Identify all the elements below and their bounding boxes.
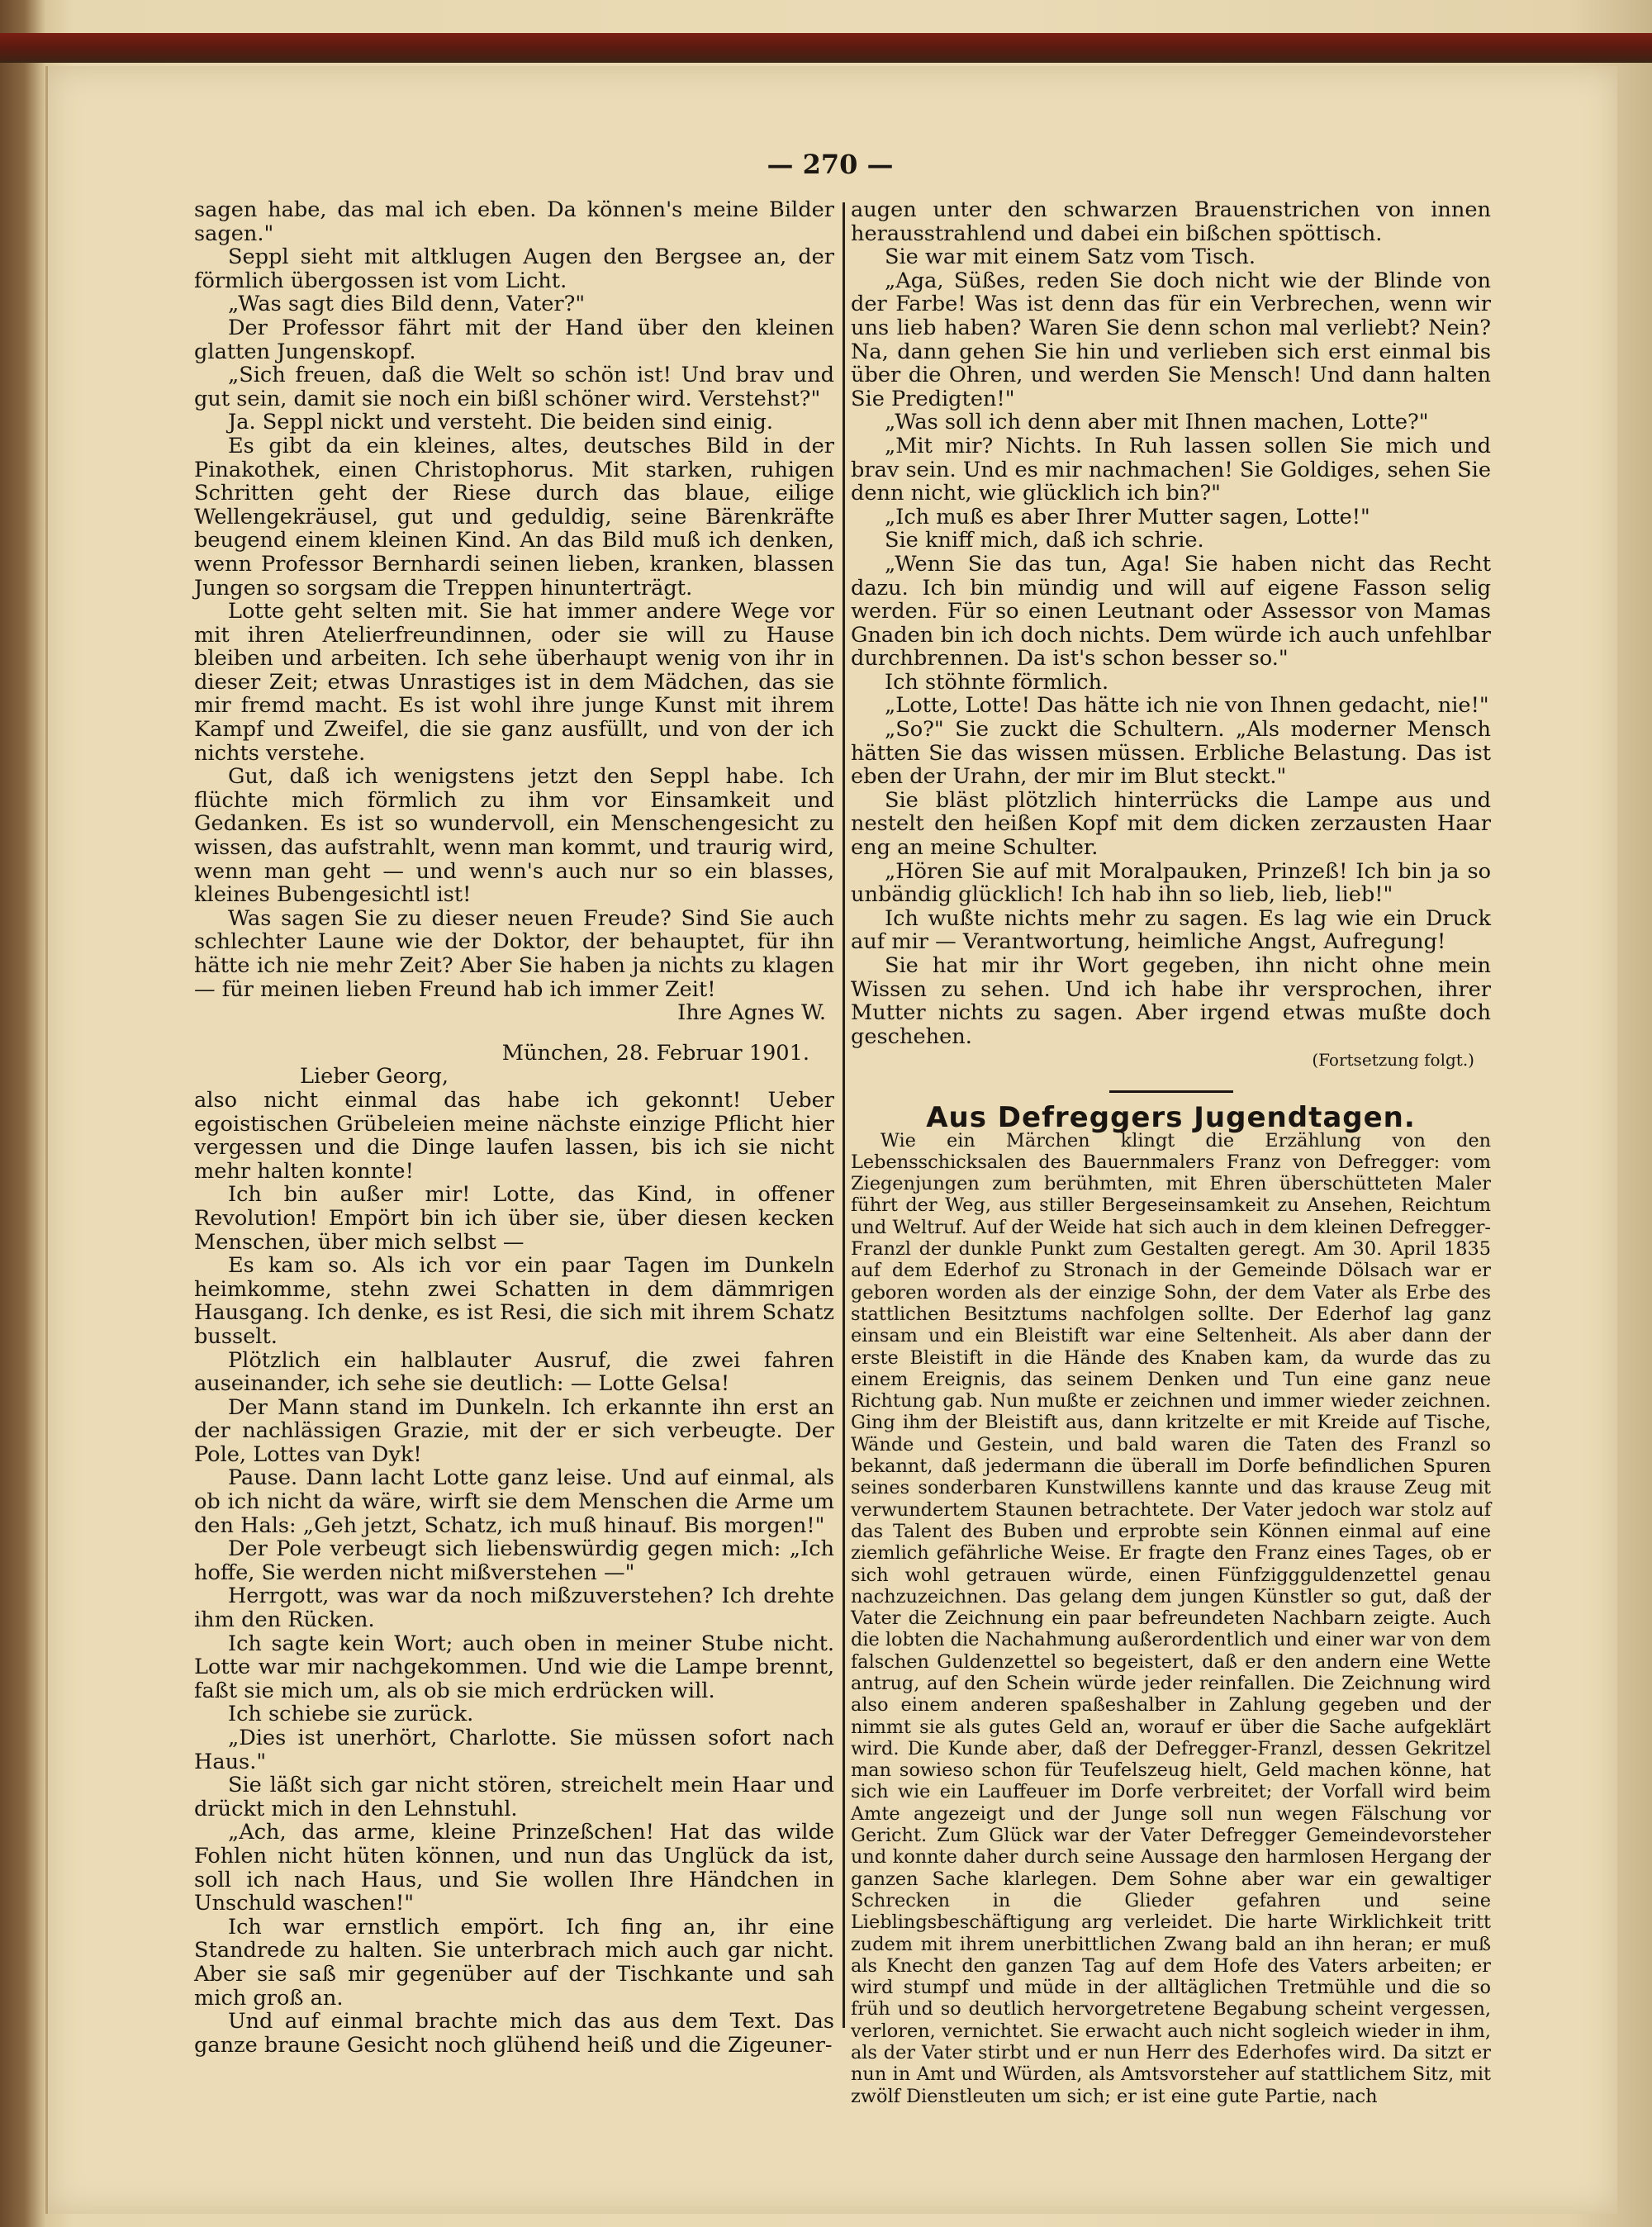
page-number: — 270 —	[767, 149, 894, 180]
paragraph: „Was sagt dies Bild denn, Vater?"	[227, 292, 586, 317]
paragraph: „Was soll ich denn aber mit Ihnen machen, Lotte?"	[884, 410, 1429, 435]
paragraph: Ich schiebe sie zurück.	[227, 1702, 474, 1727]
paragraph: Ja. Seppl nickt und versteht. Die beiden sind einig.	[227, 410, 774, 435]
section-rule	[1109, 1090, 1233, 1093]
paragraph: Der Professor fährt mit der Hand über den kleinen glatten Jungenskopf.	[194, 315, 834, 364]
paragraph: Sie bläst plötzlich hinterrücks die Lampe aus und nestelt den heißen Kopf mit dem dicken zerzausten Haar eng an meine Schulter.	[851, 787, 1491, 861]
paragraph: augen unter den schwarzen Brauenstrichen von innen herausstrahlend und dabei ein bißchen spöttisch.	[851, 197, 1491, 246]
paragraph: Pause. Dann lacht Lotte ganz leise. Und auf einmal, als ob ich nicht da wäre, wirft sie dem Menschen die Arme um den Hals: „Geh jetzt, Schatz, ich muß hinauf. Bis morgen!"	[194, 1465, 834, 1538]
paragraph: Herrgott, was war da noch mißzuverstehen? Ich drehte ihm den Rücken.	[194, 1584, 834, 1633]
paragraph: sagen habe, das mal ich eben. Da können's meine Bilder sagen."	[194, 197, 834, 246]
paragraph: Der Pole verbeugt sich liebenswürdig gegen mich: „Ich hoffe, Sie werden nicht mißverstehen —"	[194, 1536, 834, 1585]
paragraph: „Ich muß es aber Ihrer Mutter sagen, Lotte!"	[884, 504, 1370, 529]
paragraph: Ich war ernstlich empört. Ich fing an, ihr eine Standrede zu halten. Sie unterbrach mich auch gar nicht. Aber sie saß mir gegenüber auf der Tischkante und sah mich groß an.	[194, 1914, 834, 2011]
paragraph: Seppl sieht mit altklugen Augen den Bergsee an, der förmlich übergossen ist vom Licht.	[194, 245, 834, 293]
paragraph: Sie läßt sich gar nicht stören, streichelt mein Haar und drückt mich in den Lehnstuhl.	[194, 1773, 834, 1821]
paragraph: Ich sagte kein Wort; auch oben in meiner Stube nicht. Lotte war mir nachgekommen. Und wie die Lampe brennt, faßt sie mich um, als ob sie mich erdrücken will.	[194, 1631, 834, 1703]
paragraph: „Sich freuen, daß die Welt so schön ist! Und brav und gut sein, damit sie noch ein bißl schöner wird. Verstehst?"	[194, 363, 834, 411]
paragraph: „Aga, Süßes, reden Sie doch nicht wie der Blinde von der Farbe! Was ist denn das für ein Verbrechen, wenn wir uns lieb haben? Waren Sie denn schon mal verliebt? Nein? Na, dann gehen Sie hin und verlieben sich erst einmal bis über die Ohren, und werden Sie Mensch! Und dann halten Sie Predigten!"	[851, 268, 1491, 411]
paragraph: Gut, daß ich wenigstens jetzt den Seppl habe. Ich flüchte mich förmlich zu ihm vor Einsamkeit und Gedanken. Es ist so wundervoll, ein Menschengesicht zu wissen, das aufstrahlt, wenn man kommt, und traurig wird, wenn man geht — und wenn's auch nur so ein blasses, kleines Bubengesichtl ist!	[194, 764, 834, 908]
paragraph: „Mit mir? Nichts. In Ruh lassen sollen Sie mich und brav sein. Und es mir nachmachen! Sie Goldiges, sehen Sie denn nicht, wie glücklich ich bin?"	[851, 433, 1491, 506]
right-column	[851, 197, 1491, 2107]
paragraph: „So?" Sie zuckt die Schultern. „Als moderner Mensch hätten Sie das wissen müssen. Erbliche Belastung. Das ist eben der Urahn, der mir im Blut steckt."	[851, 717, 1491, 790]
paragraph: Ich wußte nichts mehr zu sagen. Es lag wie ein Druck auf mir — Verantwortung, heimliche Angst, Aufregung!	[851, 905, 1491, 955]
paragraph: „Lotte, Lotte! Das hätte ich nie von Ihnen gedacht, nie!"	[884, 693, 1489, 719]
paragraph: Lotte geht selten mit. Sie hat immer andere Wege vor mit ihren Atelierfreundinnen, oder sie will zu Hause bleiben und arbeiten. Ich sehe überhaupt wenig von ihr in dieser Zeit; etwas Unrastiges ist in dem Mädchen, das sie mir fremd macht. Es ist wohl ihre junge Kunst mit ihrem Kampf und Zweifel, die sie ganz ausfüllt, und von der ich nichts verstehe.	[194, 599, 834, 766]
paragraph: also nicht einmal das habe ich gekonnt! Ueber egoistischen Grübeleien meine nächste einzige Pflicht hier vergessen und die Dinge laufen lassen, bis ich sie nicht mehr halten konnte!	[194, 1087, 834, 1184]
column-divider	[843, 202, 845, 2028]
letter-dateline: München, 28. Februar 1901.	[501, 1040, 809, 1066]
paragraph: Es gibt da ein kleines, altes, deutsches Bild in der Pinakothek, einen Christophorus. Mit starken, ruhigen Schritten geht der Riese durch das blaue, eilige Wellengekräusel, gut und geduldig, seine Bärenkräfte beugend einem kleinen Kind. An das Bild muß ich denken, wenn Professor Bernhardi seinen lieben, kranken, blassen Jungen so sorgsam die Treppen hinunterträgt.	[194, 433, 834, 601]
paragraph: Und auf einmal brachte mich das aus dem Text. Das ganze braune Gesicht noch glühend heiß und die Zigeuner-	[194, 2009, 834, 2058]
left-column	[194, 197, 834, 2058]
letter-signature: Ihre Agnes W.	[677, 1000, 826, 1026]
book-binding-edge	[0, 33, 1652, 63]
paragraph: „Dies ist unerhört, Charlotte. Sie müssen sofort nach Haus."	[194, 1726, 834, 1774]
paragraph: Ich bin außer mir! Lotte, das Kind, in offener Revolution! Empört bin ich über sie, über diesen kecken Menschen, über mich selbst —	[194, 1182, 834, 1255]
paragraph: Sie war mit einem Satz vom Tisch.	[884, 245, 1256, 270]
paragraph: „Hören Sie auf mit Moralpauken, Prinzeß! Ich bin ja so unbändig glücklich! Ich hab ihn so lieb, lieb, lieb!"	[851, 858, 1491, 908]
paragraph: Plötzlich ein halblauter Ausruf, die zwei fahren auseinander, ich sehe sie deutlich: — Lotte Gelsa!	[194, 1347, 834, 1397]
letter-salutation: Lieber Georg,	[300, 1064, 449, 1090]
paragraph: „Wenn Sie das tun, Aga! Sie haben nicht das Recht dazu. Ich bin mündig und will auf eigene Fasson selig werden. Für so einen Leutnant oder Assessor von Mamas Gnaden bin ich doch nichts. Dem würde ich auch unfehlbar durchbrennen. Da ist's schon besser so."	[851, 551, 1491, 672]
paragraph: Ich stöhnte förmlich.	[884, 669, 1109, 695]
paragraph: Sie kniff mich, daß ich schrie.	[884, 528, 1204, 553]
paragraph: Was sagen Sie zu dieser neuen Freude? Sind Sie auch schlechter Laune wie der Doktor, der behauptet, für ihn hätte ich nie mehr Zeit? Aber Sie haben ja nichts zu klagen — für meinen lieben Freund hab ich immer Zeit!	[194, 905, 834, 1002]
paragraph: „Ach, das arme, kleine Prinzeßchen! Hat das wilde Fohlen nicht hüten können, und nun das Unglück da ist, soll ich nach Haus, und Sie wollen Ihre Händchen in Unschuld waschen!"	[194, 1820, 834, 1916]
continuation-note: (Fortsetzung folgt.)	[1312, 1050, 1474, 1071]
paragraph: Sie hat mir ihr Wort gegeben, ihn nicht ohne mein Wissen zu sehen. Und ich habe ihr versprochen, ihrer Mutter nichts zu sagen. Aber irgend etwas mußte doch geschehen.	[851, 953, 1491, 1049]
article-title: Aus Defreggers Jugendtagen.	[926, 1100, 1416, 1134]
paragraph: Es kam so. Als ich vor ein paar Tagen im Dunkeln heimkomme, stehn zwei Schatten in dem dämmrigen Hausgang. Ich denke, es ist Resi, die sich mit ihrem Schatz busselt.	[194, 1253, 834, 1349]
paragraph: Der Mann stand im Dunkeln. Ich erkannte ihn erst an der nachlässigen Grazie, mit der er sich verbeugte. Der Pole, Lottes van Dyk!	[194, 1394, 834, 1467]
paragraph: Wie ein Märchen klingt die Erzählung von den Lebensschicksalen des Bauernmalers Franz von Defregger: vom Ziegenjungen zum berühmten, mit Ehren überschütteten Maler führt der Weg, aus stiller Bergeseinsamkeit zu Ansehen, Reichtum und Weltruf. Auf der Weide hat sich auch in dem kleinen Defregger-Franzl der dunkle Punkt zum Gestalten geregt. Am 30. April 1835 auf dem Ederhof zu Stronach in der Gemeinde Dölsach war er geboren worden als der einzige Sohn, der dem Vater als Erbe des stattlichen Besitztums nachfolgen sollte. Der Ederhof lag ganz einsam und ein Bleistift war eine Seltenheit. Als aber dann der erste Bleistift in die Hände des Knaben kam, da wurde das zu einem Ereignis, das seinem Denken und Tun eine ganz neue Richtung gab. Nun mußte er zeichnen und immer wieder zeichnen. Ging ihm der Bleistift aus, dann kritzelte er mit Kreide auf Tische, Wände und Gestein, und bald waren die Taten des Franzl so bekannt, daß jedermann die überall im Dorfe befindlichen Spuren seines sonderbaren Kunstwillens kannte und das krause Zeug mit verwundertem Staunen betrachtete. Der Vater jedoch war stolz auf das Talent des Buben und erprobte sein Können einmal auf eine ziemlich gefährliche Weise. Er fragte den Franz eines Tages, ob er sich wohl getrauen würde, einen Fünfziggguldenzettel genau nachzuzeichnen. Das gelang dem jungen Künstler so gut, daß der Vater die Zeichnung ein paar befreundeten Nachbarn zeigte. Auch die lobten die Nachahmung außerordentlich und einer war von dem falschen Guldenzettel so begeistert, daß er den andern eine Wette antrug, auf den Schein würde jeder reinfallen. Die Zeichnung wird also einem anderen spaßeshalber in Zahlung gegeben und der nimmt sie als gutes Geld an, worauf er über die Sache aufgeklärt wird. Die Kunde aber, daß der Defregger-Franzl, dessen Gekritzel man sowieso schon für Teufelszeug hielt, Geld machen könne, hat sich wie ein Lauffeuer im Dorfe verbreitet; der Vorfall wird beim Amte angezeigt und der Junge soll nun wegen Fälschung vor Gericht. Zum Glück war der Vater Defregger Gemeindevorsteher und konnte daher durch seine Aussage den harmlosen Hergang der ganzen Sache klarlegen. Dem Sohne aber war ein gewaltiger Schrecken in die Glieder gefahren und seine Lieblingsbeschäftigung arg verleidet. Die harte Wirklichkeit tritt zudem mit ihrem unerbittlichen Zwang bald an ihn heran; er muß als Knecht den ganzen Tag auf dem Hofe des Vaters arbeiten; er wird stumpf und müde in der alltäglichen Tretmühle und die so früh und so deutlich hervorgetretene Begabung scheint vergessen, verloren, vernichtet. Sie erwacht auch nicht sogleich wieder in ihm, als der Vater stirbt und er nun Herr des Ederhofes wird. Da sitzt er nun in Amt und Würden, als Amtsvorsteher auf stattlichem Sitz, mit zwölf Dienstleuten um sich; er ist eine gute Partie, nach	[851, 1129, 1491, 2107]
